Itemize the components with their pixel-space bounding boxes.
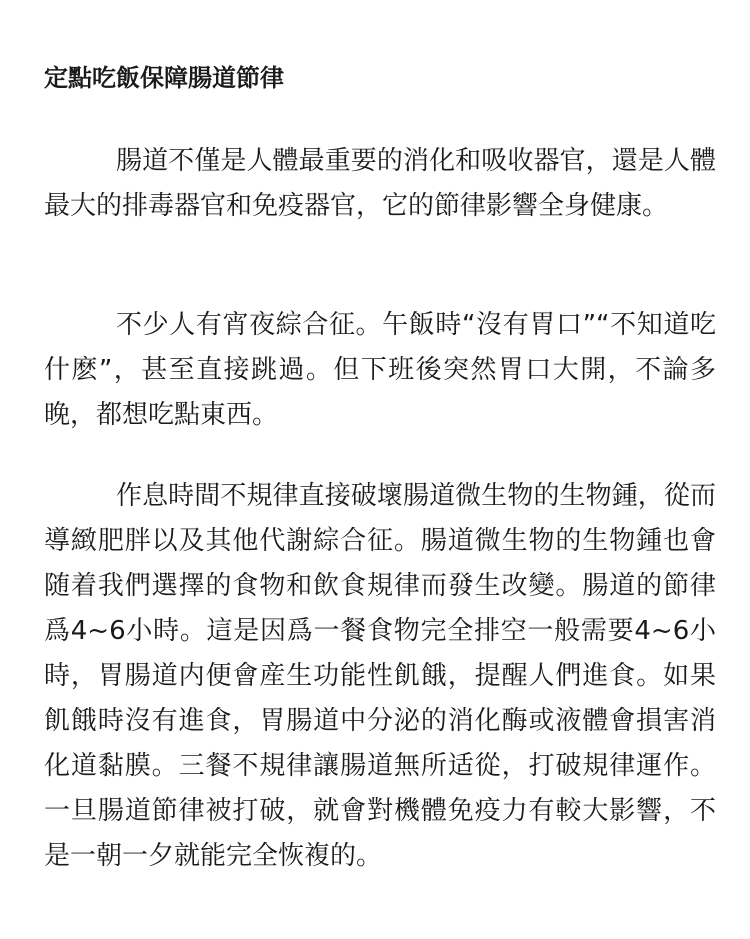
article-title: 定點吃飯保障腸道節律 (44, 64, 284, 92)
article-paragraph-late-night-eating: 不少人有宵夜綜合征。午飯時“沒有胃口”“不知道吃什麽”，甚至直接跳過。但下班後突然胃口大開，不論多晚，都想吃點東西。 (44, 310, 716, 430)
article-paragraph-gut-rhythm: 作息時間不規律直接破壞腸道微生物的生物鍾，從而導緻肥胖以及其他代謝綜合征。腸道微生物的生物鍾也會随着我們選擇的食物和飲食規律而發生改變。腸道的節律爲4~6小時。這是因爲一餐食物完全排空一般需要4~6小時，胃腸道内便會産生功能性飢餓，提醒人們進食。如果飢餓時沒有進食，胃腸道中分泌的消化酶或液體會損害消化道黏膜。三餐不規律讓腸道無所适從，打破規律運作。一旦腸道節律被打破，就會對機體免疫力有較大影響，不是一朝一夕就能完全恢複的。 (44, 481, 716, 871)
article-paragraph-intro: 腸道不僅是人體最重要的消化和吸收器官，還是人體最大的排毒器官和免疫器官，它的節律影響全身健康。 (44, 146, 716, 221)
